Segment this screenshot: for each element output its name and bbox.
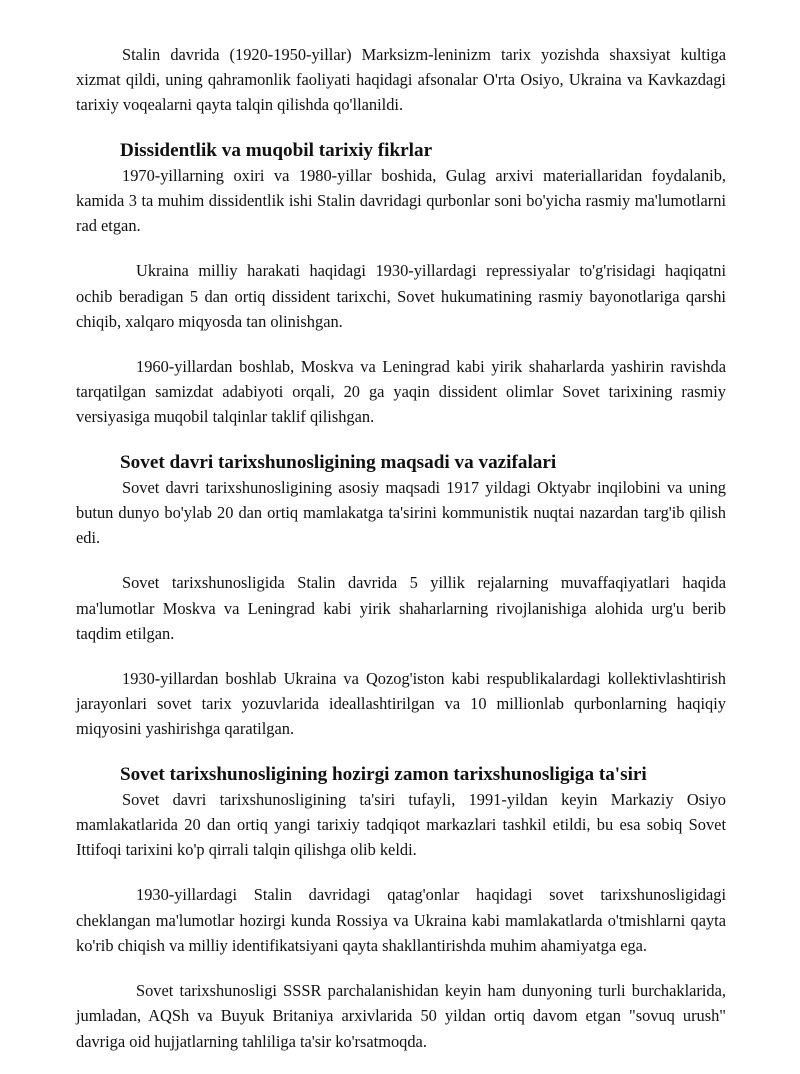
section-heading: Sovet tarixshunosligining hozirgi zamon tarixshunosligiga ta'siri [120,763,647,785]
paragraph: 1960-yillardan boshlab, Moskva va Leningrad kabi yirik shaharlarda yashirin ravishda tarqatilgan samizdat adabiyoti orqali, 20 ga yaqin dissident olimlar Sovet tarixining rasmiy versiyasiga muqobil talqinlar taklif qilishgan. [76,357,726,427]
paragraph: Sovet tarixshunosligi SSSR parchalanishidan keyin ham dunyoning turli burchaklarida, jumladan, AQSh va Buyuk Britaniya arxivlarida 50 yildan ortiq davom etgan "sovuq urush" davriga oid hujjatlarning tahliliga ta'sir ko'rsatmoqda. [76,981,726,1051]
paragraph: 1970-yillarning oxiri va 1980-yillar boshida, Gulag arxivi materiallaridan foydalanib, kamida 3 ta muhim dissidentlik ishi Stalin davridagi qurbonlar soni bo'yicha rasmiy ma'lumotlarni rad etgan. [76,165,726,236]
paragraph: 1930-yillardagi Stalin davridagi qatag'onlar haqidagi sovet tarixshunosligidagi cheklangan ma'lumotlar hozirgi kunda Rossiya va Ukraina kabi mamlakatlarda o'tmishlarni qayta ko'rib chiqish va milliy identifikatsiyani qayta shakllantirishda muhim ahamiyatga ega. [76,885,726,955]
paragraph: 1930-yillardan boshlab Ukraina va Qozog'iston kabi respublikalardagi kollektivlashtirish jarayonlari sovet tarix yozuvlarida ideallashtirilgan va 10 millionlab qurbonlarning haqiqiy miqyosini yashirishga qaratilgan. [76,669,726,739]
intro-paragraph: Stalin davrida (1920-1950-yillar) Marksizm-leninizm tarix yozishda shaxsiyat kultiga xizmat qildi, uning qahramonlik faoliyati haqidagi afsonalar O'rta Osiyo, Ukraina va Kavkazdagi tarixiy voqealarni qayta talqin qilishda qo'llanildi. [76,45,726,115]
paragraph: Sovet davri tarixshunosligining asosiy maqsadi 1917 yildagi Oktyabr inqilobini va uning butun dunyo bo'ylab 20 dan ortiq mamlakatga ta'sirini kommunistik nuqtai nazardan targ'ib qilish edi. [76,477,726,548]
section-heading: Dissidentlik va muqobil tarixiy fikrlar [120,139,433,161]
section-heading: Sovet davri tarixshunosligining maqsadi va vazifalari [120,451,557,473]
paragraph: Ukraina milliy harakati haqidagi 1930-yillardagi repressiyalar to'g'risidagi haqiqatni ochib beradigan 5 dan ortiq dissident tarixchi, Sovet hukumatining rasmiy bayonotlariga qarshi chiqib, xalqaro miqyosda tan olinishgan. [76,261,726,331]
paragraph: Sovet davri tarixshunosligining ta'siri tufayli, 1991-yildan keyin Markaziy Osiyo mamlakatlarida 20 dan ortiq yangi tarixiy tadqiqot markazlari tashkil etildi, bu esa sobiq Sovet Ittifoqi tarixini ko'p qirrali talqin qilishga olib keldi. [76,789,726,860]
paragraph: Sovet tarixshunosligida Stalin davrida 5 yillik rejalarning muvaffaqiyatlari haqida ma'lumotlar Moskva va Leningrad kabi yirik shaharlarning rivojlanishiga alohida urg'u berib taqdim etilgan. [76,573,726,643]
text-column [76,42,726,1074]
